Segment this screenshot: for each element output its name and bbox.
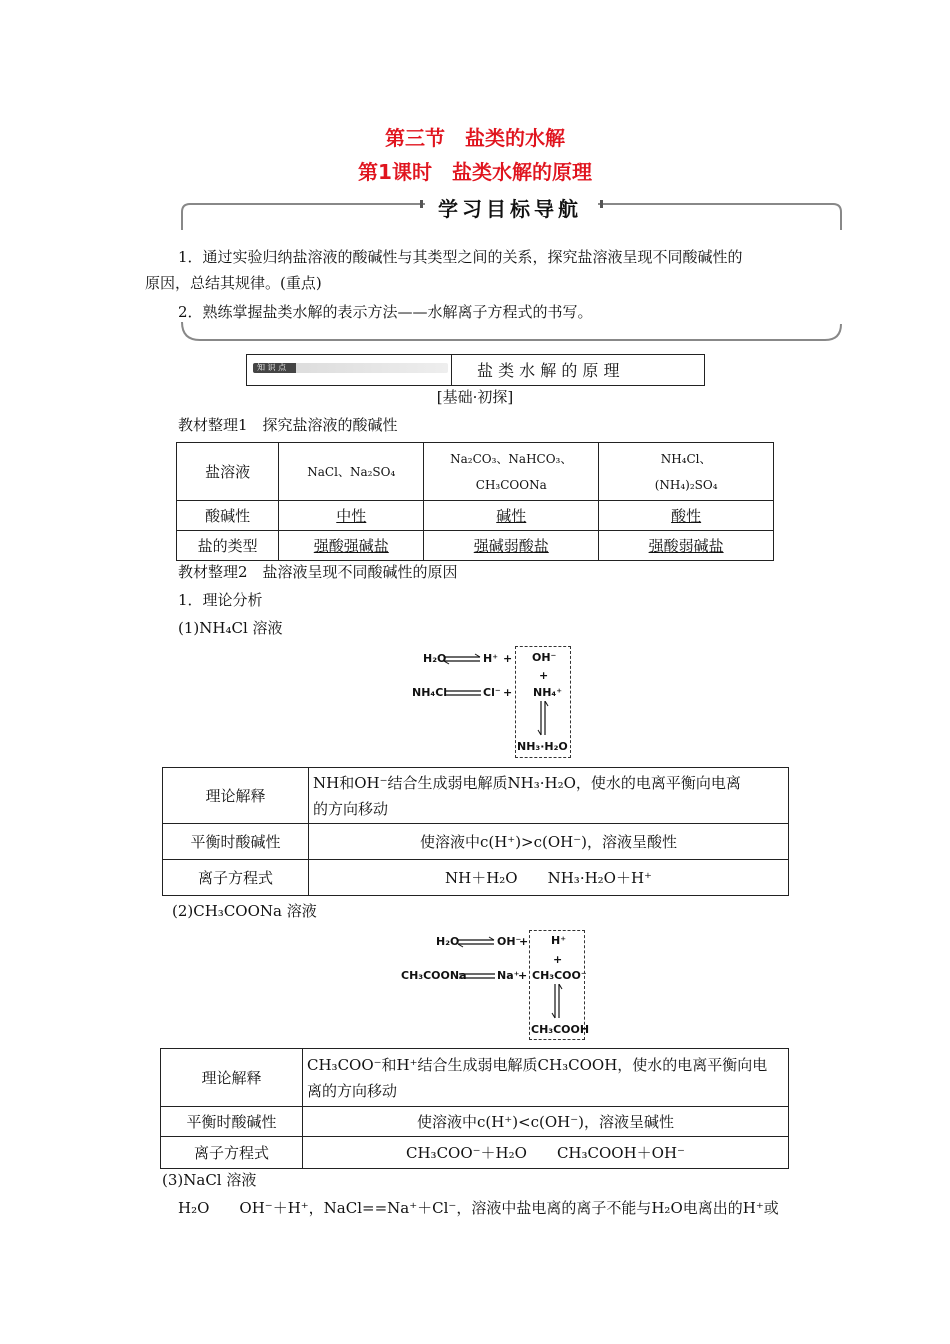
nh4cl-table (162, 767, 789, 896)
cell: 酸碱性 (177, 501, 279, 531)
cell: CH₃COO⁻＋H₂O CH₃COOH＋OH⁻ (303, 1137, 789, 1169)
cell: 使溶液中c(H⁺)>c(OH⁻)，溶液呈酸性 (309, 824, 789, 860)
cell: 盐溶液 (177, 443, 279, 501)
plus-sign: + (503, 652, 513, 665)
cell: 理论解释 (163, 768, 309, 824)
nacl-heading: (3)NaCl 溶液 (162, 1171, 257, 1189)
cell: 酸性 (599, 501, 774, 531)
cell: NH＋H₂O NH₃·H₂O＋H⁺ (309, 860, 789, 896)
cell: 盐的类型 (177, 531, 279, 561)
cell: 平衡时酸碱性 (163, 824, 309, 860)
na-plus-label: Na⁺ (497, 969, 520, 982)
objective-1b: 原因，总结其规律。(重点) (145, 274, 322, 292)
cell: NH₄Cl、 (NH₄)₂SO₄ (599, 443, 774, 501)
h2o-label: H₂O (436, 935, 460, 948)
plus-sign: + (503, 686, 513, 699)
material-2-heading: 教材整理2 盐溶液呈现不同酸碱性的原因 (178, 563, 458, 581)
cell: 离子方程式 (161, 1137, 303, 1169)
nh4-plus-label: NH₄⁺ (533, 686, 563, 699)
cell: NaCl、Na₂SO₄ (279, 443, 424, 501)
nh4cl-label: NH₄Cl (412, 686, 448, 699)
knowledge-tag-bar (253, 363, 448, 373)
equilibrium-arrow (551, 984, 563, 1020)
analysis-heading: 1．理论分析 (178, 591, 263, 609)
cell: 平衡时酸碱性 (161, 1107, 303, 1137)
ch3coo-minus-label: CH₃COO⁻ (532, 969, 587, 982)
objective-2: 2．熟练掌握盐类水解的表示方法——水解离子方程式的书写。 (178, 303, 593, 321)
salt-table (176, 442, 774, 561)
cell: Na₂CO₃、NaHCO₃、 CH₃COONa (424, 443, 599, 501)
nacl-text: H₂O OH⁻＋H⁺，NaCl==Na⁺＋Cl⁻，溶液中盐电离的离子不能与H₂O电离出的H⁺或 (178, 1199, 779, 1217)
knowledge-tag: 知 识 点 (257, 363, 287, 372)
objective-1a: 1．通过实验归纳盐溶液的酸碱性与其类型之间的关系，探究盐溶液呈现不同酸碱性的 (178, 248, 743, 266)
cell: 强碱弱酸盐 (424, 531, 599, 561)
plus-sign: + (539, 669, 549, 682)
h2o-label: H₂O (423, 652, 447, 665)
cell: 中性 (279, 501, 424, 531)
nh4cl-heading: (1)NH₄Cl 溶液 (178, 619, 283, 637)
cell: 碱性 (424, 501, 599, 531)
lesson-title: 第1课时 盐类水解的原理 (358, 160, 592, 184)
cell: 强酸强碱盐 (279, 531, 424, 561)
cell: NH和OH⁻结合生成弱电解质NH₃·H₂O，使水的电离平衡向电离 的方向移动 (309, 768, 789, 824)
cell: 使溶液中c(H⁺)<c(OH⁻)，溶液呈碱性 (303, 1107, 789, 1137)
cell: 理论解释 (161, 1049, 303, 1107)
oh-minus-label: OH⁻ (497, 935, 522, 948)
plus-sign: + (519, 935, 529, 948)
plus-sign: + (518, 969, 528, 982)
equilibrium-arrow (537, 701, 549, 737)
oh-minus-label: OH⁻ (532, 651, 557, 664)
banner-label: 学习目标导航 (438, 197, 582, 221)
cell: 强酸弱碱盐 (599, 531, 774, 561)
knowledge-subtitle: [基础·初探] (436, 388, 514, 406)
section-title: 第三节 盐类的水解 (385, 126, 565, 150)
plus-sign: + (553, 953, 563, 966)
material-1-heading: 教材整理1 探究盐溶液的酸碱性 (178, 416, 398, 434)
knowledge-header (246, 354, 705, 386)
ch3cooh-label: CH₃COOH (531, 1023, 590, 1036)
h-plus-label: H⁺ (483, 652, 499, 665)
cell: CH₃COO⁻和H⁺结合生成弱电解质CH₃COOH，使水的电离平衡向电 离的方向移动 (303, 1049, 789, 1107)
h-plus-label: H⁺ (551, 934, 567, 947)
knowledge-title: 盐 类 水 解 的 原 理 (477, 361, 620, 380)
ch3coona-heading: (2)CH₃COONa 溶液 (172, 902, 317, 920)
ch3coona-label: CH₃COONa (401, 969, 467, 982)
ch3coona-table (160, 1048, 789, 1169)
cl-minus-label: Cl⁻ (483, 686, 501, 699)
cell: 离子方程式 (163, 860, 309, 896)
nh3-h2o-label: NH₃·H₂O (517, 740, 568, 753)
